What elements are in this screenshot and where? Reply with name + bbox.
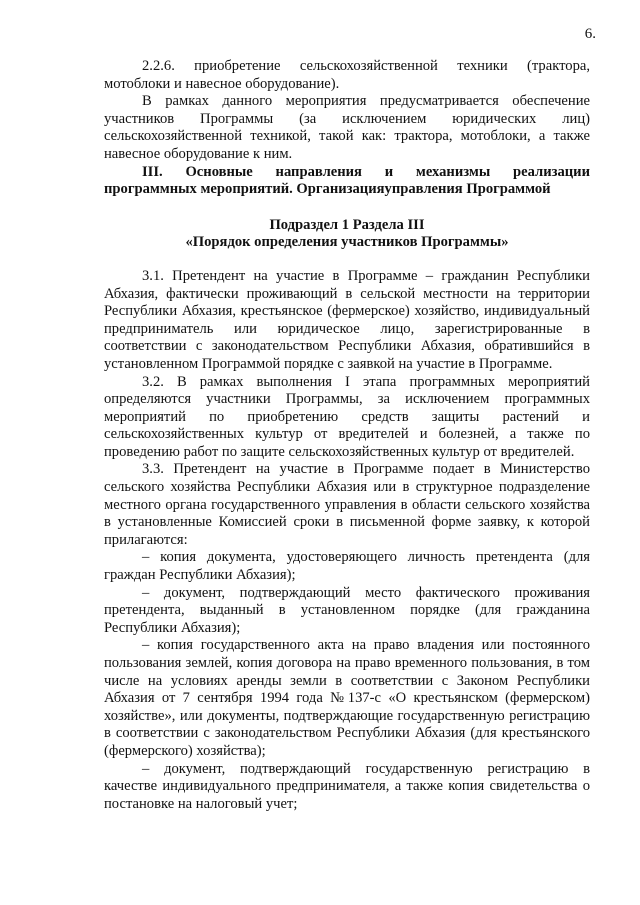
item-3-2: 3.2. В рамках выполнения I этапа программных мероприятий определяются участники Программы, за исключением программных мероприятий по приобретению средств защиты растений и сельскохозяйственных культур от вредителей и болезней, а также по проведению работ по защите сельскохозяйственных культур от вредителей. bbox=[104, 373, 590, 460]
dash-item-land-act: – копия государственного акта на право владения или постоянного пользования землей, копия договора на право временного пользования, в том числе на условиях аренды земли в соответствии с Законом Республики Абхазия от 7 сентября 1994 года №137-с «О крестьянском (фермерском) хозяйстве», или документы, подтверждающие государственную регистрацию в соответствии с законодательством Республики Абхазия (для крестьянского (фермерского) хозяйства); bbox=[104, 637, 590, 759]
paragraph-2-2-6: 2.2.6. приобретение сельскохозяйственной техники (трактора, мотоблоки и навесное оборудование). bbox=[104, 58, 590, 92]
dash-item-identity-document: – копия документа, удостоверяющего личность претендента (для граждан Республики Абхазия); bbox=[104, 549, 590, 584]
subsection-heading bbox=[104, 217, 590, 252]
page-number: 6. bbox=[584, 26, 596, 42]
paragraph-equipment-provision: В рамках данного мероприятия предусматривается обеспечение участников Программы (за исключением юридических лиц) сельскохозяйственной техникой, такой как: трактора, мотоблоки, а также навесное оборудование к ним. bbox=[104, 93, 590, 162]
dash-item-residence-document: – документ, подтверждающий место фактического проживания претендента, выданный в установленном порядке (для гражданина Республики Абхазия); bbox=[104, 584, 590, 636]
item-3-3: 3.3. Претендент на участие в Программе подает в Министерство сельского хозяйства Республики Абхазия или в структурное подразделение местного органа государственного управления в области сельского хозяйства в установленные Комиссией сроки в письменной форме заявку, к которой прилагаются: bbox=[104, 461, 590, 548]
dash-item-entrepreneur-registration: – документ, подтверждающий государственную регистрацию в качестве индивидуального предпринимателя, а также копия свидетельства о постановке на налоговый учет; bbox=[104, 760, 590, 812]
document-body bbox=[104, 58, 590, 813]
section-heading: III. Основные направления и механизмы реализации программных мероприятий. Организацияуправления Программой bbox=[104, 163, 590, 198]
subsection-title: Подраздел 1 Раздела III bbox=[269, 216, 425, 233]
item-3-1: 3.1. Претендент на участие в Программе – гражданин Республики Абхазия, фактически проживающий в сельской местности на территории Республики Абхазия, крестьянское (фермерское) хозяйство, индивидуальный предприниматель или юридическое лицо, зарегистрированные в соответствии с законодательством Республики Абхазия, обратившийся в установленном Программой порядке с заявкой на участие в Программе. bbox=[104, 267, 590, 372]
subsection-subtitle: «Порядок определения участников Программы» bbox=[185, 234, 509, 251]
